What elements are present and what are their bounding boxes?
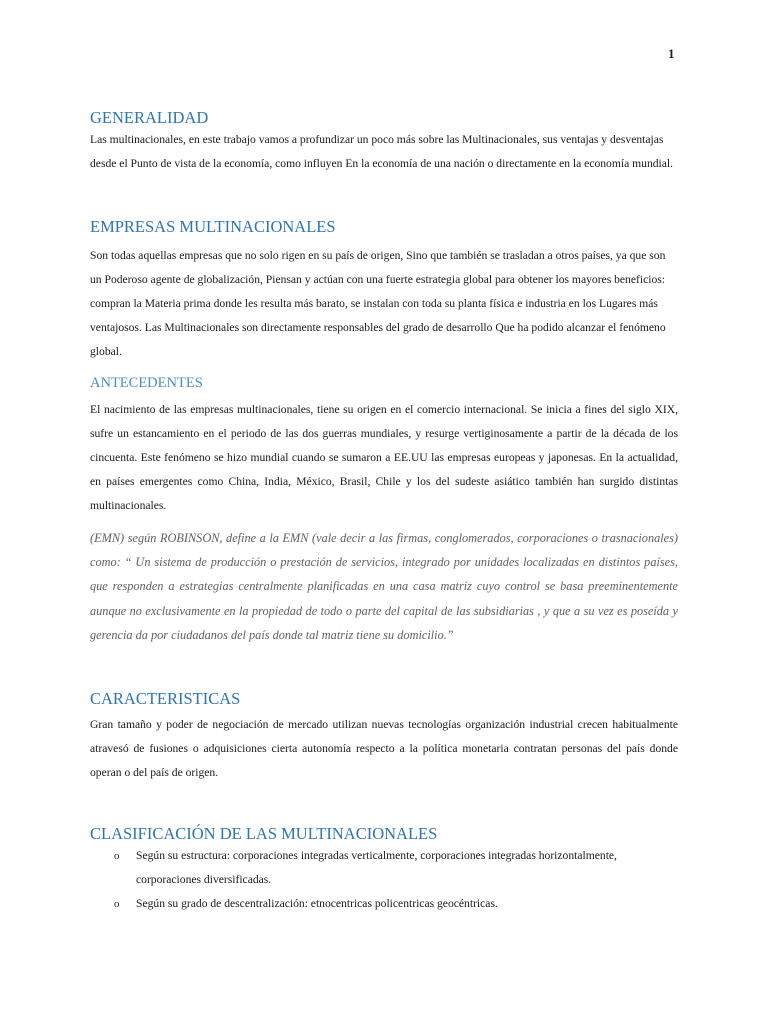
paragraph-generalidad: Las multinacionales, en este trabajo vamos a profundizar un poco más sobre las Multinacionales, sus ventajas y desventajas desde el Punto de vista de la economía, como influyen En la economía de una nación o directamente en la economía mundial. — [90, 133, 674, 170]
paragraph-empresas-multinacionales: Son todas aquellas empresas que no solo rigen en su país de origen, Sino que también se trasladan a otros países, ya que son un Poderoso agente de globalización, Piensan y actúan con una fuerte estrategia global para obtener los mayores beneficios: compran la Materia prima donde les resulta más barato, se instalan con toda su planta física e industria en los Lugares más ventajosos. Las Multinacionales son directamente responsables del grado de desarrollo Que ha podido alcanzar el fenómeno global. — [90, 249, 666, 358]
paragraph-caracteristicas: Gran tamaño y poder de negociación de mercado utilizan nuevas tecnologías organización industrial crecen habitualmente atravesó de fusiones o adquisiciones cierta autonomía respecto a la política monetaria contratan personas del país donde operan o del país de origen. — [90, 718, 678, 779]
list-item-text: Según su grado de descentralización: etnocentricas policentricas geocéntricas. — [136, 897, 498, 910]
clasificacion-list — [90, 844, 678, 916]
page-number: 1 — [668, 46, 675, 61]
heading-clasificacion: CLASIFICACIÓN DE LAS MULTINACIONALES — [90, 824, 438, 843]
heading-empresas-multinacionales: EMPRESAS MULTINACIONALES — [90, 217, 336, 236]
quote-robinson: (EMN) según ROBINSON, define a la EMN (vale decir a las firmas, conglomerados, corporaciones o trasnacionales) como: “ Un sistema de producción o prestación de servicios, integrado por unidades localizadas en distintos países, que responden a estrategias centralmente planificadas en una casa matriz cuyo control se basa preeminentemente aunque no exclusivamente en la propiedad de todo o parte del capital de las subsidiarias , y que a su vez es poseída y gerencia da por ciudadanos del país donde tal matriz tiene su domicilio.” — [90, 531, 678, 642]
bullet-circle-icon: o — [114, 850, 120, 862]
heading-caracteristicas: CARACTERISTICAS — [90, 689, 241, 708]
list-item-text: Según su estructura: corporaciones integradas verticalmente, corporaciones integradas horizontalmente, corporaciones diversificadas. — [136, 849, 617, 886]
heading-generalidad: GENERALIDAD — [90, 108, 209, 127]
list-item — [90, 892, 678, 916]
list-item — [90, 844, 678, 892]
heading-antecedentes: ANTECEDENTES — [90, 375, 203, 391]
bullet-circle-icon: o — [114, 898, 120, 910]
paragraph-antecedentes: El nacimiento de las empresas multinacionales, tiene su origen en el comercio internacional. Se inicia a fines del siglo XIX, sufre un estancamiento en el periodo de las dos guerras mundiales, y resurge vertiginosamente a partir de la década de los cincuenta. Este fenómeno se hizo mundial cuando se sumaron a EE.UU las empresas europeas y japonesas. En la actualidad, en países emergentes como China, India, México, Brasil, Chile y los del sudeste asiático también han surgido distintas multinacionales. — [90, 403, 678, 512]
